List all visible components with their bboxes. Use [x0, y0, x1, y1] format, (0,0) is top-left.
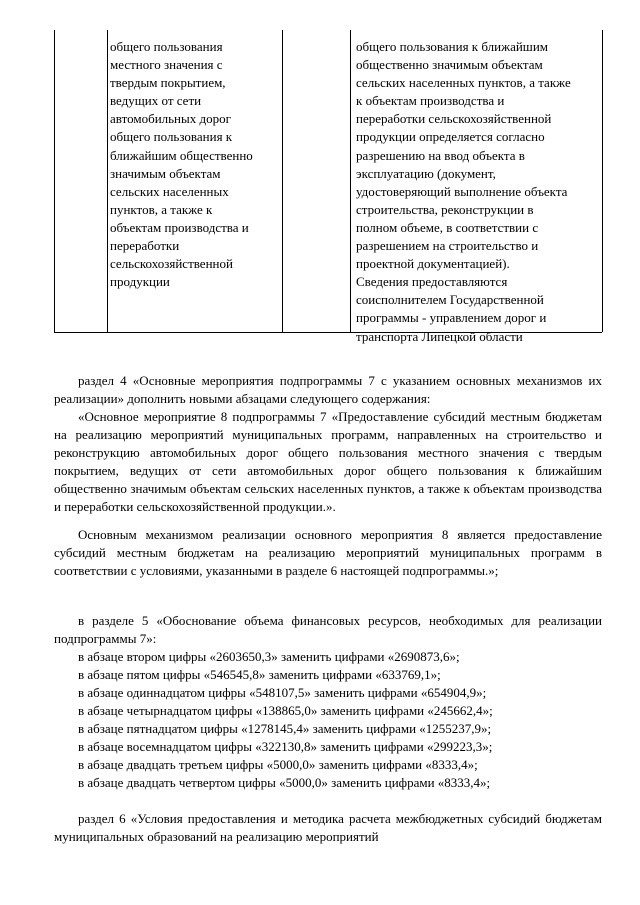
list-item: в абзаце восемнадцатом цифры «322130,8» заменить цифрами «299223,3»; — [78, 739, 493, 754]
paragraph-main-activity: «Основное мероприятие 8 подпрограммы 7 «Предоставление субсидий местным бюджетам на реализацию мероприятий муниципальных программ, направленных на строительство и реконструкцию автомобильных дорог общего пользования местного значения с твердым покрытием, ведущих от сети автомобильных дорог общего пользования к ближайшим общественно значимым объектам сельских населенных пунктов, а также к объектам производства и переработки сельскохозяйственной продукции.». — [54, 409, 602, 514]
cell-line: ближайшим общественно — [110, 147, 253, 163]
cell-line: соисполнителем Государственной — [356, 292, 544, 308]
cell-line: твердым покрытием, — [110, 75, 226, 91]
cell-line: продукции определяется согласно — [356, 129, 545, 145]
paragraph-section4: раздел 4 «Основные мероприятия подпрограммы 7 с указанием основных механизмов их реализации» дополнить новыми абзацами следующего содержания: — [54, 373, 602, 406]
cell-line: продукции — [110, 274, 170, 290]
cell-line: полном объеме, в соответствии с — [356, 219, 539, 235]
list-item: в абзаце двадцать четвертом цифры «5000,0» заменить цифрами «8333,4»; — [78, 775, 491, 790]
cell-line: разрешением на строительство и — [356, 238, 539, 254]
paragraph-section5: в разделе 5 «Обоснование объема финансовых ресурсов, необходимых для реализации подпрограммы 7»: — [54, 613, 602, 646]
table-cell-right — [356, 38, 571, 346]
cell-line: общего пользования к — [110, 129, 233, 145]
cell-line: программы - управлением дорог и — [356, 310, 547, 326]
cell-line: сельскохозяйственной — [110, 256, 233, 272]
cell-line: общественно значимым объектам — [356, 57, 543, 73]
list-item: в абзаце втором цифры «2603650,3» заменить цифрами «2690873,6»; — [78, 649, 460, 664]
cell-line: общего пользования — [110, 39, 223, 54]
list-item: в абзаце пятнадцатом цифры «1278145,4» заменить цифрами «1255237,9»; — [78, 721, 492, 736]
paragraph-section6: раздел 6 «Условия предоставления и методика расчета межбюджетных субсидий бюджетам муниципальных образований на реализацию мероприятий — [54, 811, 602, 844]
table-column-divider — [107, 30, 108, 332]
table-cell-left — [110, 38, 253, 291]
cell-line: пунктов, а также к — [110, 201, 213, 217]
list-item: в абзаце пятом цифры «546545,8» заменить цифрами «633769,1»; — [78, 667, 441, 682]
cell-line: разрешению на ввод объекта в — [356, 147, 525, 163]
cell-line: общего пользования к ближайшим — [356, 39, 548, 54]
table-fragment — [54, 30, 602, 344]
table-column-divider — [350, 30, 351, 332]
cell-line: значимым объектам — [110, 165, 221, 181]
table-column-divider — [282, 30, 283, 332]
cell-line: местного значения с — [110, 57, 223, 73]
cell-line: строительства, реконструкции в — [356, 201, 534, 217]
cell-line: переработки сельскохозяйственной — [356, 111, 552, 127]
cell-line: автомобильных дорог — [110, 111, 231, 127]
cell-line: сельских населенных пунктов, а также — [356, 75, 571, 91]
paragraph-mechanism: Основным механизмом реализации основного мероприятия 8 является предоставление субсидий местным бюджетам на реализацию мероприятий муниципальных программ в соответствии с условиями, указанными в разделе 6 настоящей подпрограммы.»; — [54, 527, 602, 578]
cell-line: Сведения предоставляются — [356, 274, 508, 290]
table-border-left — [54, 30, 55, 332]
cell-line: сельских населенных — [110, 183, 229, 199]
cell-line: ведущих от сети — [110, 93, 202, 109]
list-item: в абзаце четырнадцатом цифры «138865,0» заменить цифрами «245662,4»; — [78, 703, 493, 718]
list-item: в абзаце одиннадцатом цифры «548107,5» заменить цифрами «654904,9»; — [78, 685, 487, 700]
cell-line: проектной документацией). — [356, 256, 510, 272]
cell-line: эксплуатацию (документ, — [356, 165, 496, 181]
cell-line: к объектам производства и — [356, 93, 505, 109]
cell-line: переработки — [110, 238, 180, 254]
list-item: в абзаце двадцать третьем цифры «5000,0» заменить цифрами «8333,4»; — [78, 757, 478, 772]
table-border-right — [602, 30, 603, 332]
cell-line: объектам производства и — [110, 219, 249, 235]
cell-line: транспорта Липецкой области — [356, 328, 523, 344]
cell-line: удостоверяющий выполнение объекта — [356, 183, 568, 199]
